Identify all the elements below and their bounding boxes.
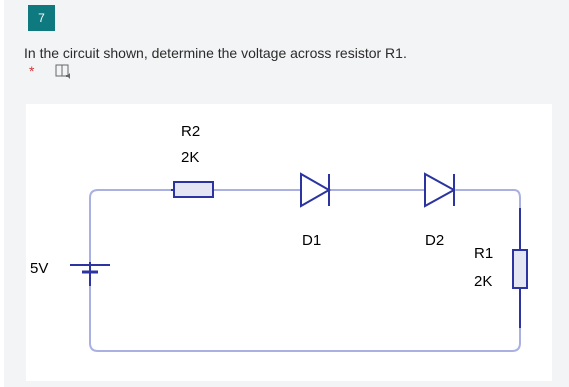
label-r2-name: R2 xyxy=(181,123,201,140)
circuit-figure xyxy=(26,104,552,381)
label-r2-value: 2K xyxy=(181,149,200,166)
resistor-r1 xyxy=(513,250,527,288)
required-asterisk: * xyxy=(29,63,35,79)
label-d1: D1 xyxy=(302,232,322,249)
label-r1-name: R1 xyxy=(474,245,494,262)
circuit-diagram xyxy=(26,104,552,381)
wire-left xyxy=(90,190,171,265)
wire-top-right xyxy=(456,190,520,250)
immersive-reader-icon[interactable] xyxy=(55,64,73,80)
wire-right-lower xyxy=(90,273,520,351)
question-text: In the circuit shown, determine the voltage across resistor R1. xyxy=(24,45,407,61)
diode-d2 xyxy=(425,174,454,206)
question-card xyxy=(4,0,569,387)
diode-d1 xyxy=(301,174,329,206)
label-source-voltage: 5V xyxy=(30,260,49,277)
resistor-r2 xyxy=(174,182,213,197)
label-d2: D2 xyxy=(425,232,445,249)
label-r1-value: 2K xyxy=(474,273,493,290)
question-header xyxy=(4,0,569,104)
question-number-badge: 7 xyxy=(28,5,55,31)
